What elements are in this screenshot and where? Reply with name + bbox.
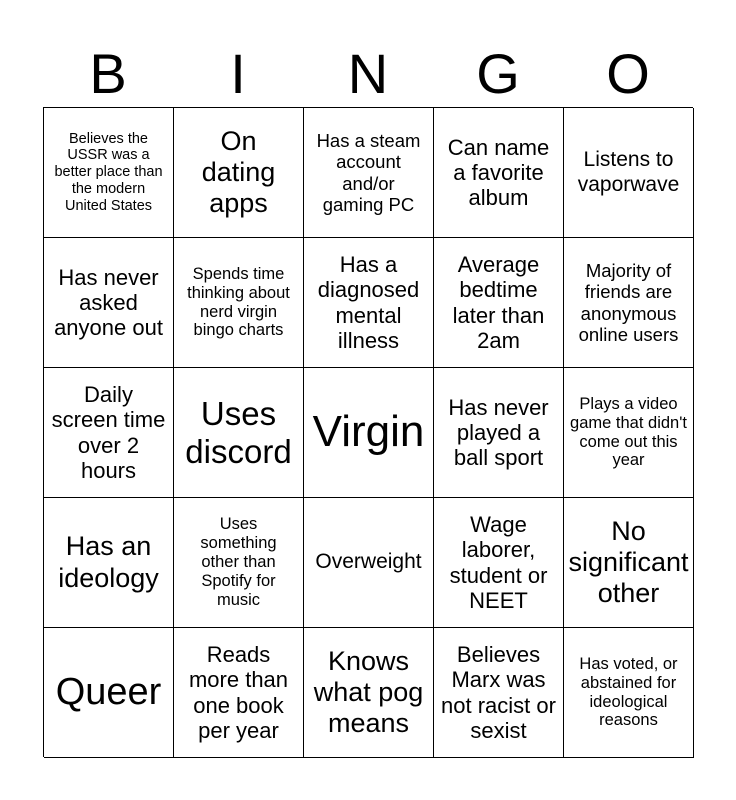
bingo-cell[interactable]: Listens to vaporwave	[564, 108, 694, 238]
bingo-header	[43, 44, 693, 104]
bingo-cell[interactable]: Can name a favorite album	[434, 108, 564, 238]
bingo-cell[interactable]: Has voted, or abstained for ideological reasons	[564, 628, 694, 758]
bingo-cell[interactable]: Reads more than one book per year	[174, 628, 304, 758]
bingo-cell[interactable]: Majority of friends are anonymous online users	[564, 238, 694, 368]
header-letter-g: G	[476, 42, 520, 105]
bingo-cell[interactable]: Uses something other than Spotify for music	[174, 498, 304, 628]
bingo-cell[interactable]: Has a steam account and/or gaming PC	[304, 108, 434, 238]
bingo-cell[interactable]: Overweight	[304, 498, 434, 628]
bingo-cell[interactable]: Has an ideology	[44, 498, 174, 628]
bingo-cell[interactable]: Knows what pog means	[304, 628, 434, 758]
bingo-cell[interactable]: Believes Marx was not racist or sexist	[434, 628, 564, 758]
bingo-cell[interactable]: Wage laborer, student or NEET	[434, 498, 564, 628]
header-letter-o: O	[606, 42, 650, 105]
bingo-cell[interactable]: Has never played a ball sport	[434, 368, 564, 498]
bingo-cell[interactable]: Uses discord	[174, 368, 304, 498]
bingo-cell[interactable]: Queer	[44, 628, 174, 758]
bingo-cell[interactable]: Has never asked anyone out	[44, 238, 174, 368]
bingo-cell[interactable]: On dating apps	[174, 108, 304, 238]
bingo-cell[interactable]: Plays a video game that didn't come out this year	[564, 368, 694, 498]
bingo-cell[interactable]: Believes the USSR was a better place than the modern United States	[44, 108, 174, 238]
header-letter-b: B	[89, 42, 127, 105]
header-letter-n: N	[347, 42, 389, 105]
bingo-cell[interactable]: Spends time thinking about nerd virgin bingo charts	[174, 238, 304, 368]
bingo-grid	[43, 107, 693, 757]
bingo-cell[interactable]: Average bedtime later than 2am	[434, 238, 564, 368]
header-letter-i: I	[230, 42, 246, 105]
bingo-free-cell[interactable]: Virgin	[304, 368, 434, 498]
bingo-cell[interactable]: Has a diagnosed mental illness	[304, 238, 434, 368]
bingo-cell[interactable]: No significant other	[564, 498, 694, 628]
bingo-cell[interactable]: Daily screen time over 2 hours	[44, 368, 174, 498]
